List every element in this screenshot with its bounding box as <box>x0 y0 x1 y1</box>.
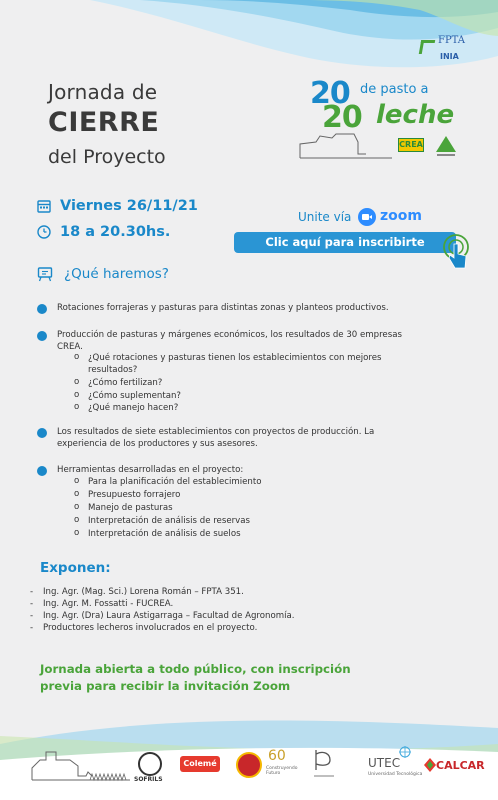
conaprole-logo-icon <box>236 752 262 778</box>
agenda-bullet <box>37 331 47 341</box>
sub-bullet: o <box>74 390 80 400</box>
event-time: 18 a 20.30hs. <box>60 224 171 240</box>
sub-bullet: o <box>74 377 80 387</box>
sub-bullet: o <box>74 502 80 512</box>
agenda-sub-item: Para la planificación del establecimiento <box>88 477 262 487</box>
sofrils-logo-text: SOFRILS <box>134 776 163 783</box>
cow-outline-icon <box>296 130 396 160</box>
campaign-leche-text: leche <box>376 100 455 130</box>
speaker-item: Productores lecheros involucrados en el proyecto. <box>43 623 258 633</box>
fpta-inia-logo <box>418 34 486 70</box>
sofrils-logo-icon <box>138 752 162 776</box>
agenda-item-text: Producción de pasturas y márgenes económicos, los resultados de 30 empresas <box>57 330 402 340</box>
agenda-bullet <box>37 304 47 314</box>
agenda-sub-item: resultados? <box>88 365 138 375</box>
sub-bullet: o <box>74 402 80 412</box>
title-line-3: del Proyecto <box>48 146 166 168</box>
agenda-sub-item: Interpretación de análisis de reservas <box>88 516 250 526</box>
utec-subtitle: Universidad Tecnológica <box>368 772 423 777</box>
speaker-item: Ing. Agr. (Mag. Sci.) Lorena Román – FPTA 351. <box>43 587 244 597</box>
campaign-small-text: de pasto a <box>360 82 429 97</box>
sub-bullet: o <box>74 489 80 499</box>
agenda-item-text: Herramientas desarrolladas en el proyecto: <box>57 465 244 475</box>
sub-bullet: o <box>74 528 80 538</box>
agenda-sub-item: Manejo de pasturas <box>88 503 173 513</box>
calcar-logo-text: CALCAR <box>436 759 485 772</box>
agenda-sub-item: ¿Cómo suplementan? <box>88 391 181 401</box>
utec-logo-text: UTEC <box>368 756 401 770</box>
campaign-logo <box>296 76 466 160</box>
register-button[interactable]: Clic aquí para inscribirte <box>234 232 456 253</box>
speaker-item: Ing. Agr. M. Fossatti - FUCREA. <box>43 599 174 609</box>
agenda-sub-item: ¿Cómo fertilizan? <box>88 378 163 388</box>
event-date: Viernes 26/11/21 <box>60 198 198 214</box>
sub-bullet: o <box>74 352 80 362</box>
inia-logo-text: INIA <box>440 52 459 61</box>
conaprole-years: 60 <box>268 748 286 764</box>
speaker-dash: - <box>30 623 34 633</box>
speaker-dash: - <box>30 587 34 597</box>
agenda-item-text: CREA. <box>57 342 83 352</box>
speaker-dash: - <box>30 599 34 609</box>
campaign-number-bottom: 20 <box>322 100 362 135</box>
conaprole-subtitle: Construyendo Futuro <box>266 766 298 776</box>
utec-star-icon <box>398 745 412 759</box>
agenda-sub-item: ¿Qué manejo hacen? <box>88 403 179 413</box>
calcar-mark-icon <box>424 758 436 772</box>
zoom-camera-icon <box>358 208 376 226</box>
speaker-dash: - <box>30 611 34 621</box>
fagro-logo-icon <box>310 748 338 780</box>
farm-landscape-icon <box>30 746 130 782</box>
colemu-logo: Colemé <box>180 756 220 772</box>
agenda-heading: ¿Qué haremos? <box>64 266 169 282</box>
tap-hand-icon <box>440 232 472 272</box>
agenda-item-text: experiencia de los productores y sus asesores. <box>57 439 258 449</box>
campaign-number-top: 20 <box>310 76 350 111</box>
agenda-item-text: Los resultados de siete establecimientos con proyectos de producción. La <box>57 427 375 437</box>
agenda-bullet <box>37 466 47 476</box>
agenda-sub-item: Presupuesto forrajero <box>88 490 181 500</box>
classroom-board-icon <box>37 266 53 282</box>
agenda-item-text: Rotaciones forrajeras y pasturas para distintas zonas y planteos productivos. <box>57 303 389 313</box>
agenda-sub-item: ¿Qué rotaciones y pasturas tienen los establecimientos con mejores <box>88 353 382 363</box>
title-line-1: Jornada de <box>48 80 158 104</box>
sub-bullet: o <box>74 515 80 525</box>
speaker-item: Ing. Agr. (Dra) Laura Astigarraga – Facultad de Agronomía. <box>43 611 295 621</box>
zoom-brand: zoom <box>380 208 422 224</box>
clock-icon <box>37 225 51 239</box>
closing-line-1: Jornada abierta a todo público, con inscripción <box>40 662 351 676</box>
crea-logo: CREA <box>398 138 424 152</box>
sub-bullet: o <box>74 476 80 486</box>
agronomia-shield-icon <box>434 134 458 158</box>
speakers-heading: Exponen: <box>40 560 111 576</box>
calendar-icon <box>37 199 51 213</box>
zoom-prefix: Unite vía <box>298 210 352 224</box>
agenda-bullet <box>37 428 47 438</box>
agenda-sub-item: Interpretación de análisis de suelos <box>88 529 241 539</box>
fpta-logo-text: FPTA <box>438 35 466 46</box>
fpta-mark-icon <box>419 40 435 54</box>
title-line-2: CIERRE <box>48 107 160 138</box>
closing-line-2: previa para recibir la invitación Zoom <box>40 679 291 693</box>
